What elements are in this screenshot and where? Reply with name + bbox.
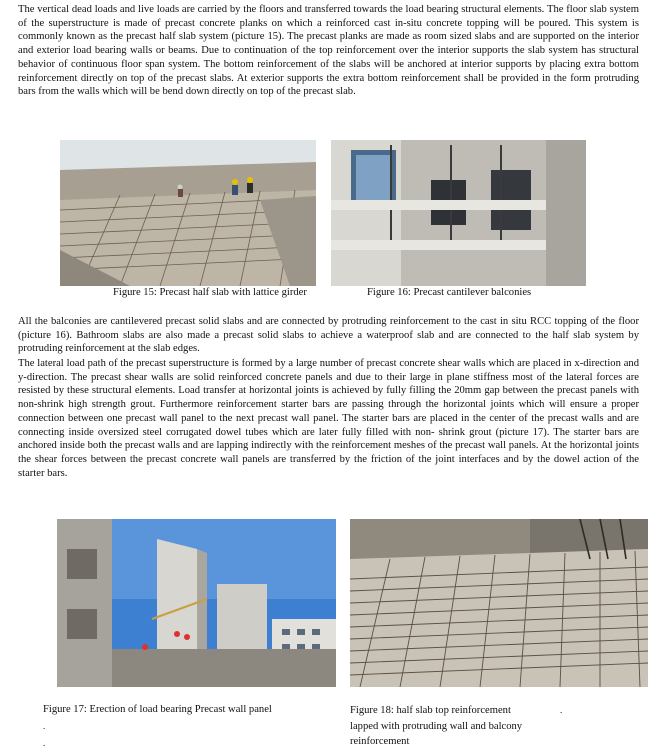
stray-dot: . [43,738,46,748]
caption-figure-17: Figure 17: Erection of load bearing Precast wall panel [43,704,272,715]
caption-figure-18 [350,703,570,750]
paragraph-balconies: All the balconies are cantilevered precast solid slabs and are connected by protruding reinforcement to the cast in situ RCC topping of the floor (picture 16). Bathroom slabs are also made a precast solid slabs to achieve a waterproof slab and are connected to the half slab system by protruding reinforcement at the slab edges. [18,316,639,355]
paragraph-lateral-load-path: The lateral load path of the precast superstructure is formed by a large number of precast concrete shear walls which are placed in x-direction and y-direction. The precast shear walls are solid reinforced concrete panels and due to their large in plane stiffness most of the lateral forces are resisted by these structural elements. Load transfer at horizontal joints is achieved by fully filling the 20mm gap between the precast panels with non-shrink high strength grout. Furthermore reinforcement starter bars are passing through the horizontal joints which will ensure a proper connection between one precast wall panel to the next precast wall panel. The starter bars are placed in the center of the precast walls and are connecting inside oversized steel corrugated dowel tubes which are later fully filled with non- shrink grout (picture 17). The starter bars are anchored inside both the precast walls and are lapping indirectly with the reinforcement meshes of the precast wall panels. At the horizontal joints the shear forces between the precast concrete wall panels are transferred by the friction of the joint interfaces and by the dowel action of the starter bars. [18,358,639,479]
stray-dot: . [43,721,46,731]
stray-dot: . [560,705,563,715]
photo-wall-panel-erection [57,519,336,687]
caption-figure-16: Figure 16: Precast cantilever balconies [367,287,532,298]
caption-figure-15: Figure 15: Precast half slab with lattice girder [113,287,307,298]
photo-half-slab-top-reinforcement [350,519,648,687]
caption-figure-18-line-3: reinforcement [350,736,410,747]
caption-figure-18-line-1: Figure 18: half slab top reinforcement [350,705,511,716]
paragraph-half-slab: The vertical dead loads and live loads are carried by the floors and transferred towards the load bearing structural elements. The floor slab system of the superstructure is made of precast concrete planks on which a reinforced cast in-situ concrete topping will be poured. This system is commonly known as the precast half slab system (picture 15). The precast planks are made as room sized slabs and are supported on the interior and exterior load bearing walls or beams. Due to continuation of the top reinforcement over the interior supports the slab system has structural behavior of continuous floor span system. The bottom reinforcement of the slabs will be anchored at interior supports by placing extra bottom reinforcement directly on top of the precast slabs. At exterior supports the extra bottom reinforcement shall be provided in the form protruding bars from the walls which will be bend down directly on top of the precast slab. [18,4,639,98]
photo-precast-cantilever-balconies [331,140,586,286]
caption-figure-18-line-2: lapped with protruding wall and balcony [350,720,523,732]
photo-precast-half-slab [60,140,316,286]
